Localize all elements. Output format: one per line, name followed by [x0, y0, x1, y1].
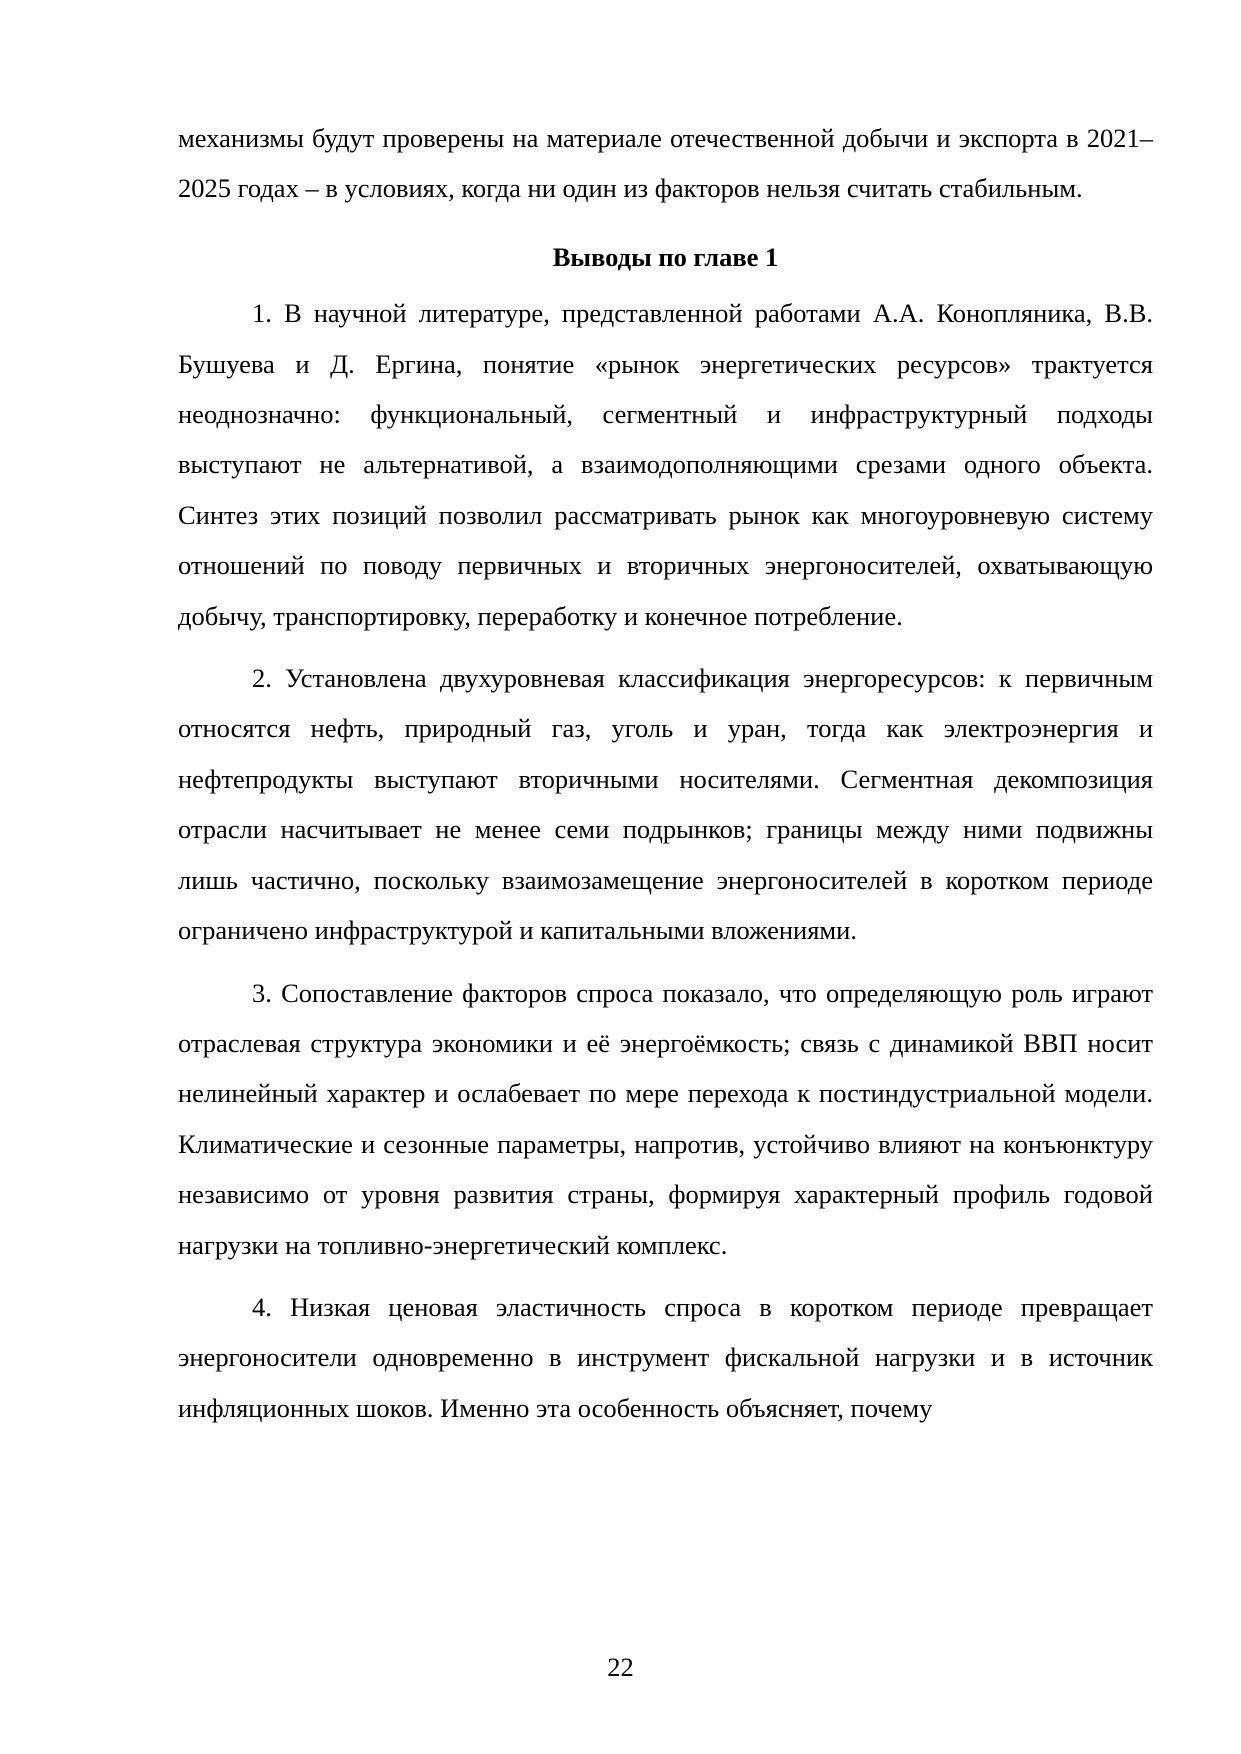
conclusion-paragraph-1: 1. В научной литературе, представленной работами А.А. Конопляника, В.В. Бушуева и Д. Ергина, понятие «рынок энергетических ресурсов» трактуется неоднозначно: функциональный, сегментный и инфраструктурный подходы выступают не альтернативой, а взаимодополняющими срезами одного объекта. Синтез этих позиций позволил рассматривать рынок как многоуровневую систему отношений по поводу первичных и вторичных энергоносителей, охватывающую добычу, транспортировку, переработку и конечное потребление. — [178, 298, 1153, 631]
conclusion-paragraph-2: 2. Установлена двухуровневая классификация энергоресурсов: к первичным относятся нефть, природный газ, уголь и уран, тогда как электроэнергия и нефтепродукты выступают вторичными носителями. Сегментная декомпозиция отрасли насчитывает не менее семи подрынков; границы между ними подвижны лишь частично, поскольку взаимозамещение энергоносителей в коротком периоде ограничено инфраструктурой и капитальными вложениями. — [178, 663, 1153, 946]
conclusion-paragraph-4: 4. Низкая ценовая эластичность спроса в коротком периоде превращает энергоносители одновременно в инструмент фискальной нагрузки и в источник инфляционных шоков. Именно эта особенность объясняет, почему — [178, 1291, 1153, 1423]
page-number: 22 — [607, 1652, 634, 1682]
section-heading: Выводы по главе 1 — [552, 241, 779, 272]
conclusion-paragraph-3: 3. Сопоставление факторов спроса показало, что определяющую роль играют отраслевая структура экономики и её энергоёмкость; связь с динамикой ВВП носит нелинейный характер и ослабевает по мере перехода к постиндустриальной модели. Климатические и сезонные параметры, напротив, устойчиво влияют на конъюнктуру независимо от уровня развития страны, формируя характерный профиль годовой нагрузки на топливно-энергетический комплекс. — [178, 977, 1153, 1260]
intro-paragraph: механизмы будут проверены на материале отечественной добычи и экспорта в 2021–2025 годах – в условиях, когда ни один из факторов нельзя считать стабильным. — [178, 123, 1153, 204]
page-content — [178, 113, 1153, 1433]
